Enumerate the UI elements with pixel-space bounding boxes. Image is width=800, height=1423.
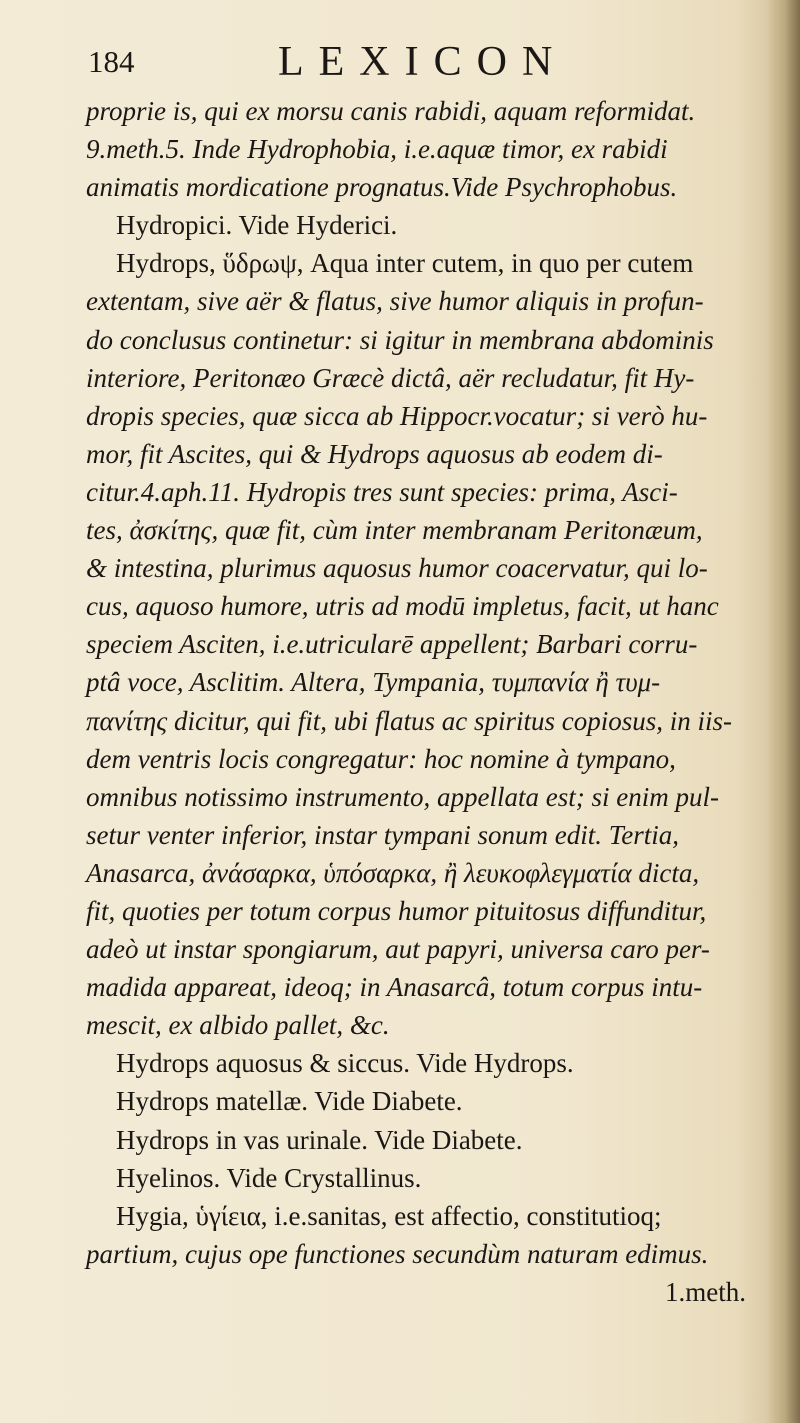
text-line: do conclusus continetur: si igitur in membrana abdominis — [86, 324, 714, 355]
text-line: Hydrops aquosus & siccus. Vide Hydrops. — [116, 1048, 574, 1079]
text-line: Hygia, ὑγίεια, i.e.sanitas, est affectio, constitutioq; — [116, 1200, 662, 1231]
text-line: speciem Asciten, i.e.utricularē appellent; Barbari corru- — [86, 629, 698, 660]
text-line: 1.meth. — [665, 1276, 746, 1307]
text-line: ptâ voce, Asclitim. Altera, Tympania, τυμπανία ἢ τυμ- — [86, 667, 661, 698]
text-line: dem ventris locis congregatur: hoc nomine à tympano, — [86, 743, 676, 774]
text-line: Hydropici. Vide Hyderici. — [116, 210, 398, 241]
text-line: πανίτης dicitur, qui fit, ubi flatus ac spiritus copiosus, in iis- — [86, 705, 732, 736]
text-line: interiore, Peritonæo Græcè dictâ, aër recludatur, fit Hy- — [86, 362, 695, 393]
text-line: proprie is, qui ex morsu canis rabidi, aquam reformidat. — [86, 96, 696, 126]
text-line: extentam, sive aër & flatus, sive humor aliquis in profun- — [86, 286, 704, 317]
text-line: mescit, ex albido pallet, &c. — [86, 1010, 390, 1041]
text-line: fit, quoties per totum corpus humor pituitosus diffunditur, — [86, 895, 707, 926]
text-line: dropis species, quæ sicca ab Hippocr.vocatur; si verò hu- — [86, 400, 708, 431]
text-line: 9.meth.5. Inde Hydrophobia, i.e.aquæ timor, ex rabidi — [86, 134, 668, 165]
text-line: Hydrops, ὕδρωψ, Aqua inter cutem, in quo per cutem — [116, 248, 694, 279]
text-line: mor, fit Ascites, qui & Hydrops aquosus ab eodem di- — [86, 438, 663, 469]
running-head: LEXICON — [278, 39, 568, 85]
text-line: cus, aquoso humore, utris ad modū impletus, facit, ut hanc — [86, 591, 719, 622]
lexicon-entries — [86, 92, 766, 1311]
text-line: tes, ἀσκίτης, quæ fit, cùm inter membranam Peritonæum, — [86, 515, 703, 546]
text-line: Hydrops in vas urinale. Vide Diabete. — [116, 1124, 523, 1155]
text-line: partium, cujus ope functiones secundùm naturam edimus. — [86, 1238, 709, 1269]
text-line: Anasarca, ἀνάσαρκα, ὑπόσαρκα, ἢ λευκοφλεγματία dicta, — [86, 857, 700, 888]
text-line: & intestina, plurimus aquosus humor coacervatur, qui lo- — [86, 553, 708, 584]
text-line: citur.4.aph.11. Hydropis tres sunt species: prima, Asci- — [86, 476, 678, 507]
page-number: 184 — [88, 44, 135, 79]
text-line: omnibus notissimo instrumento, appellata est; si enim pul- — [86, 781, 719, 812]
text-line: animatis mordicatione prognatus.Vide Psychrophobus. — [86, 172, 678, 203]
text-line: setur venter inferior, instar tympani sonum edit. Tertia, — [86, 819, 679, 850]
text-line: Hydrops matellæ. Vide Diabete. — [116, 1086, 463, 1117]
page-edge-shadow — [766, 0, 800, 1423]
page-header — [88, 38, 728, 90]
text-line: Hyelinos. Vide Crystallinus. — [116, 1162, 422, 1193]
text-line: adeò ut instar spongiarum, aut papyri, universa caro per- — [86, 934, 710, 965]
text-line: madida appareat, ideoq; in Anasarcâ, totum corpus intu- — [86, 972, 703, 1003]
